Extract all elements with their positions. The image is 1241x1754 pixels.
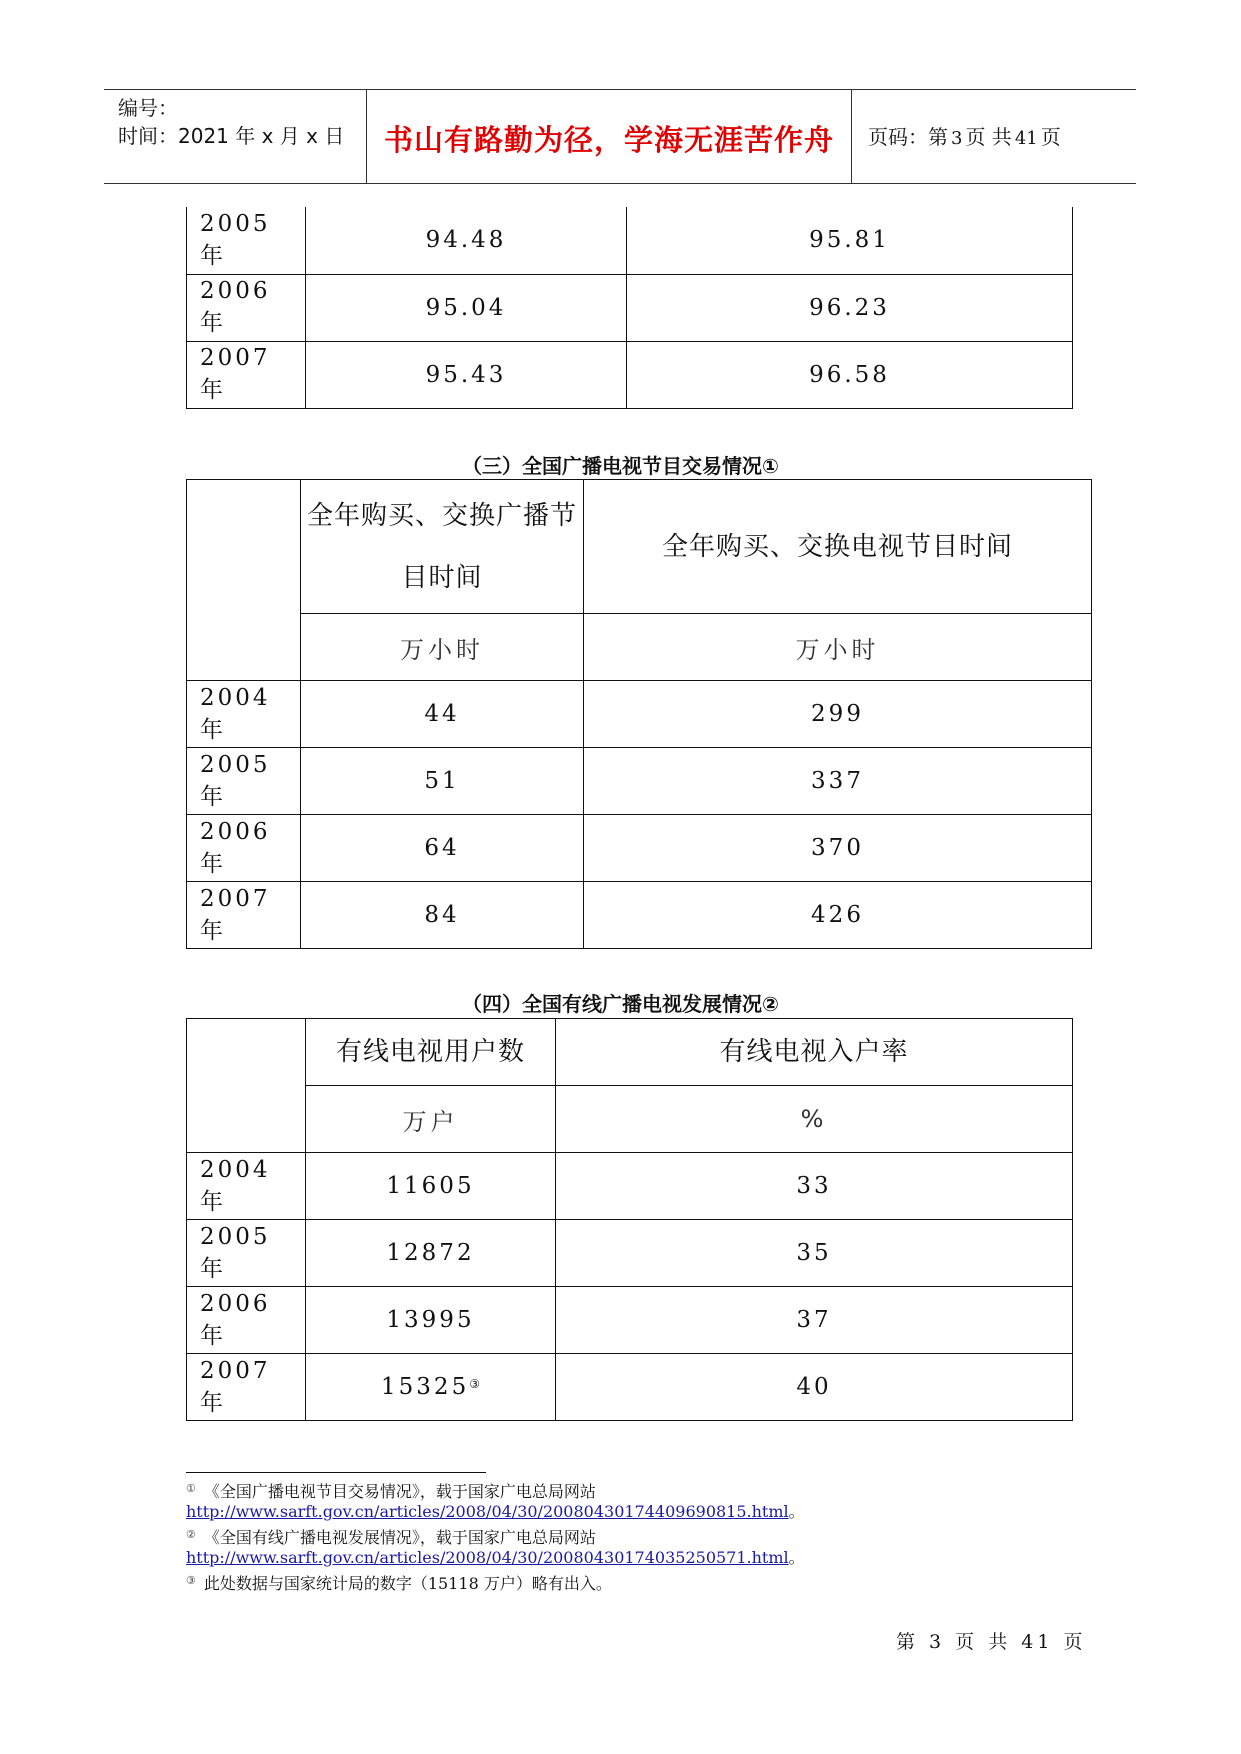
header-page-prefix: 页码：第 [868, 125, 948, 149]
year-cell: 2005 年 [187, 748, 301, 815]
value-cell: 96.58 [627, 341, 1073, 408]
unit-row [187, 1086, 1073, 1153]
cable-tv-table [186, 1018, 1073, 1421]
value-cell: 95.04 [306, 274, 627, 341]
unit-cell: 万小时 [301, 614, 584, 681]
value-cell: 35 [556, 1220, 1073, 1287]
header-page-current: 3 [951, 128, 963, 149]
value-cell [306, 1354, 556, 1421]
footnote-2-link-line [186, 1548, 805, 1568]
footnote-end: 。 [788, 1502, 805, 1521]
table-row [187, 274, 1073, 341]
value-cell: 33 [556, 1153, 1073, 1220]
value-cell: 13995 [306, 1287, 556, 1354]
year-cell: 2006 年 [187, 815, 301, 882]
footnote-mark: ① [186, 1482, 196, 1495]
footnote-link[interactable]: http://www.sarft.gov.cn/articles/2008/04/30/20080430174035250571.html [186, 1548, 789, 1567]
page-header [104, 89, 1136, 184]
column-header: 全年购买、交换广播节目时间 [301, 480, 584, 614]
table-header-row [187, 480, 1092, 614]
footnote-text: 《全国广播电视节目交易情况》，载于国家广电总局网站 [203, 1482, 596, 1501]
year-cell: 2005 年 [187, 1220, 306, 1287]
value-cell: 64 [301, 815, 584, 882]
page-footer: 第 3 页 共 41 页 [896, 1631, 1087, 1653]
footnote-1-link-line [186, 1502, 805, 1522]
table2-caption: （三）全国广播电视节目交易情况① [462, 454, 779, 478]
header-motto-cell [367, 90, 852, 183]
footnote-mark: ② [186, 1528, 196, 1541]
table-header-row [187, 1019, 1073, 1086]
table-row [187, 1287, 1073, 1354]
header-page-middle: 页 共 [965, 125, 1012, 149]
value-cell: 94.48 [306, 207, 627, 274]
column-header: 有线电视入户率 [556, 1019, 1073, 1086]
value-cell: 426 [584, 882, 1092, 949]
footnote-text: 《全国有线广播电视发展情况》，载于国家广电总局网站 [203, 1528, 596, 1547]
table3-caption: （四）全国有线广播电视发展情况② [462, 992, 779, 1016]
value-cell: 11605 [306, 1153, 556, 1220]
unit-cell: 万户 [306, 1086, 556, 1153]
table-continued [186, 207, 1073, 409]
table-row [187, 815, 1092, 882]
value-cell: 44 [301, 681, 584, 748]
year-cell: 2007 年 [187, 882, 301, 949]
footnote-text: 此处数据与国家统计局的数字（15118 万户）略有出入。 [203, 1574, 612, 1593]
unit-cell: % [556, 1086, 1073, 1153]
table-row [187, 207, 1073, 274]
footnote-3 [186, 1571, 612, 1594]
header-page-suffix: 页 [1040, 125, 1061, 149]
value-cell: 370 [584, 815, 1092, 882]
value-cell: 95.43 [306, 341, 627, 408]
table-row [187, 341, 1073, 408]
footnote-end: 。 [788, 1548, 805, 1567]
value-cell: 12872 [306, 1220, 556, 1287]
unit-cell: 万小时 [584, 614, 1092, 681]
value-cell: 84 [301, 882, 584, 949]
table-row [187, 1354, 1073, 1421]
value-cell: 95.81 [627, 207, 1073, 274]
table-row [187, 1153, 1073, 1220]
value-cell: 299 [584, 681, 1092, 748]
table-row [187, 882, 1092, 949]
table-row [187, 748, 1092, 815]
footnote-2 [186, 1525, 596, 1548]
header-page-info [868, 121, 1061, 150]
header-number-label: 编号： [118, 96, 178, 120]
value-cell: 51 [301, 748, 584, 815]
year-cell: 2006 年 [187, 1287, 306, 1354]
footnote-ref-3[interactable]: ③ [469, 1377, 480, 1391]
program-trade-table [186, 479, 1092, 949]
empty-corner-cell [187, 1019, 306, 1153]
value-cell: 337 [584, 748, 1092, 815]
header-motto: 书山有路勤为径，学海无涯苦作舟 [383, 123, 834, 157]
footnote-link[interactable]: http://www.sarft.gov.cn/articles/2008/04/30/20080430174409690815.html [186, 1502, 789, 1521]
value-cell: 37 [556, 1287, 1073, 1354]
year-cell: 2005 年 [187, 207, 306, 274]
value-cell: 96.23 [627, 274, 1073, 341]
column-header: 全年购买、交换电视节目时间 [584, 480, 1092, 614]
table-row [187, 681, 1092, 748]
table-row [187, 1220, 1073, 1287]
column-header: 有线电视用户数 [306, 1019, 556, 1086]
header-page-total: 41 [1014, 128, 1038, 149]
year-cell: 2004 年 [187, 1153, 306, 1220]
footnote-mark: ③ [186, 1574, 196, 1587]
header-meta [104, 90, 367, 183]
value-cell: 40 [556, 1354, 1073, 1421]
footnote-divider [186, 1472, 486, 1473]
year-cell: 2004 年 [187, 681, 301, 748]
year-cell: 2006 年 [187, 274, 306, 341]
year-cell: 2007 年 [187, 1354, 306, 1421]
subscriber-value: 15325 [381, 1374, 470, 1400]
header-time: 时间：2021 年 x 月 x 日 [118, 124, 345, 148]
footnote-1 [186, 1479, 596, 1502]
empty-corner-cell [187, 480, 301, 681]
unit-row [187, 614, 1092, 681]
year-cell: 2007 年 [187, 341, 306, 408]
